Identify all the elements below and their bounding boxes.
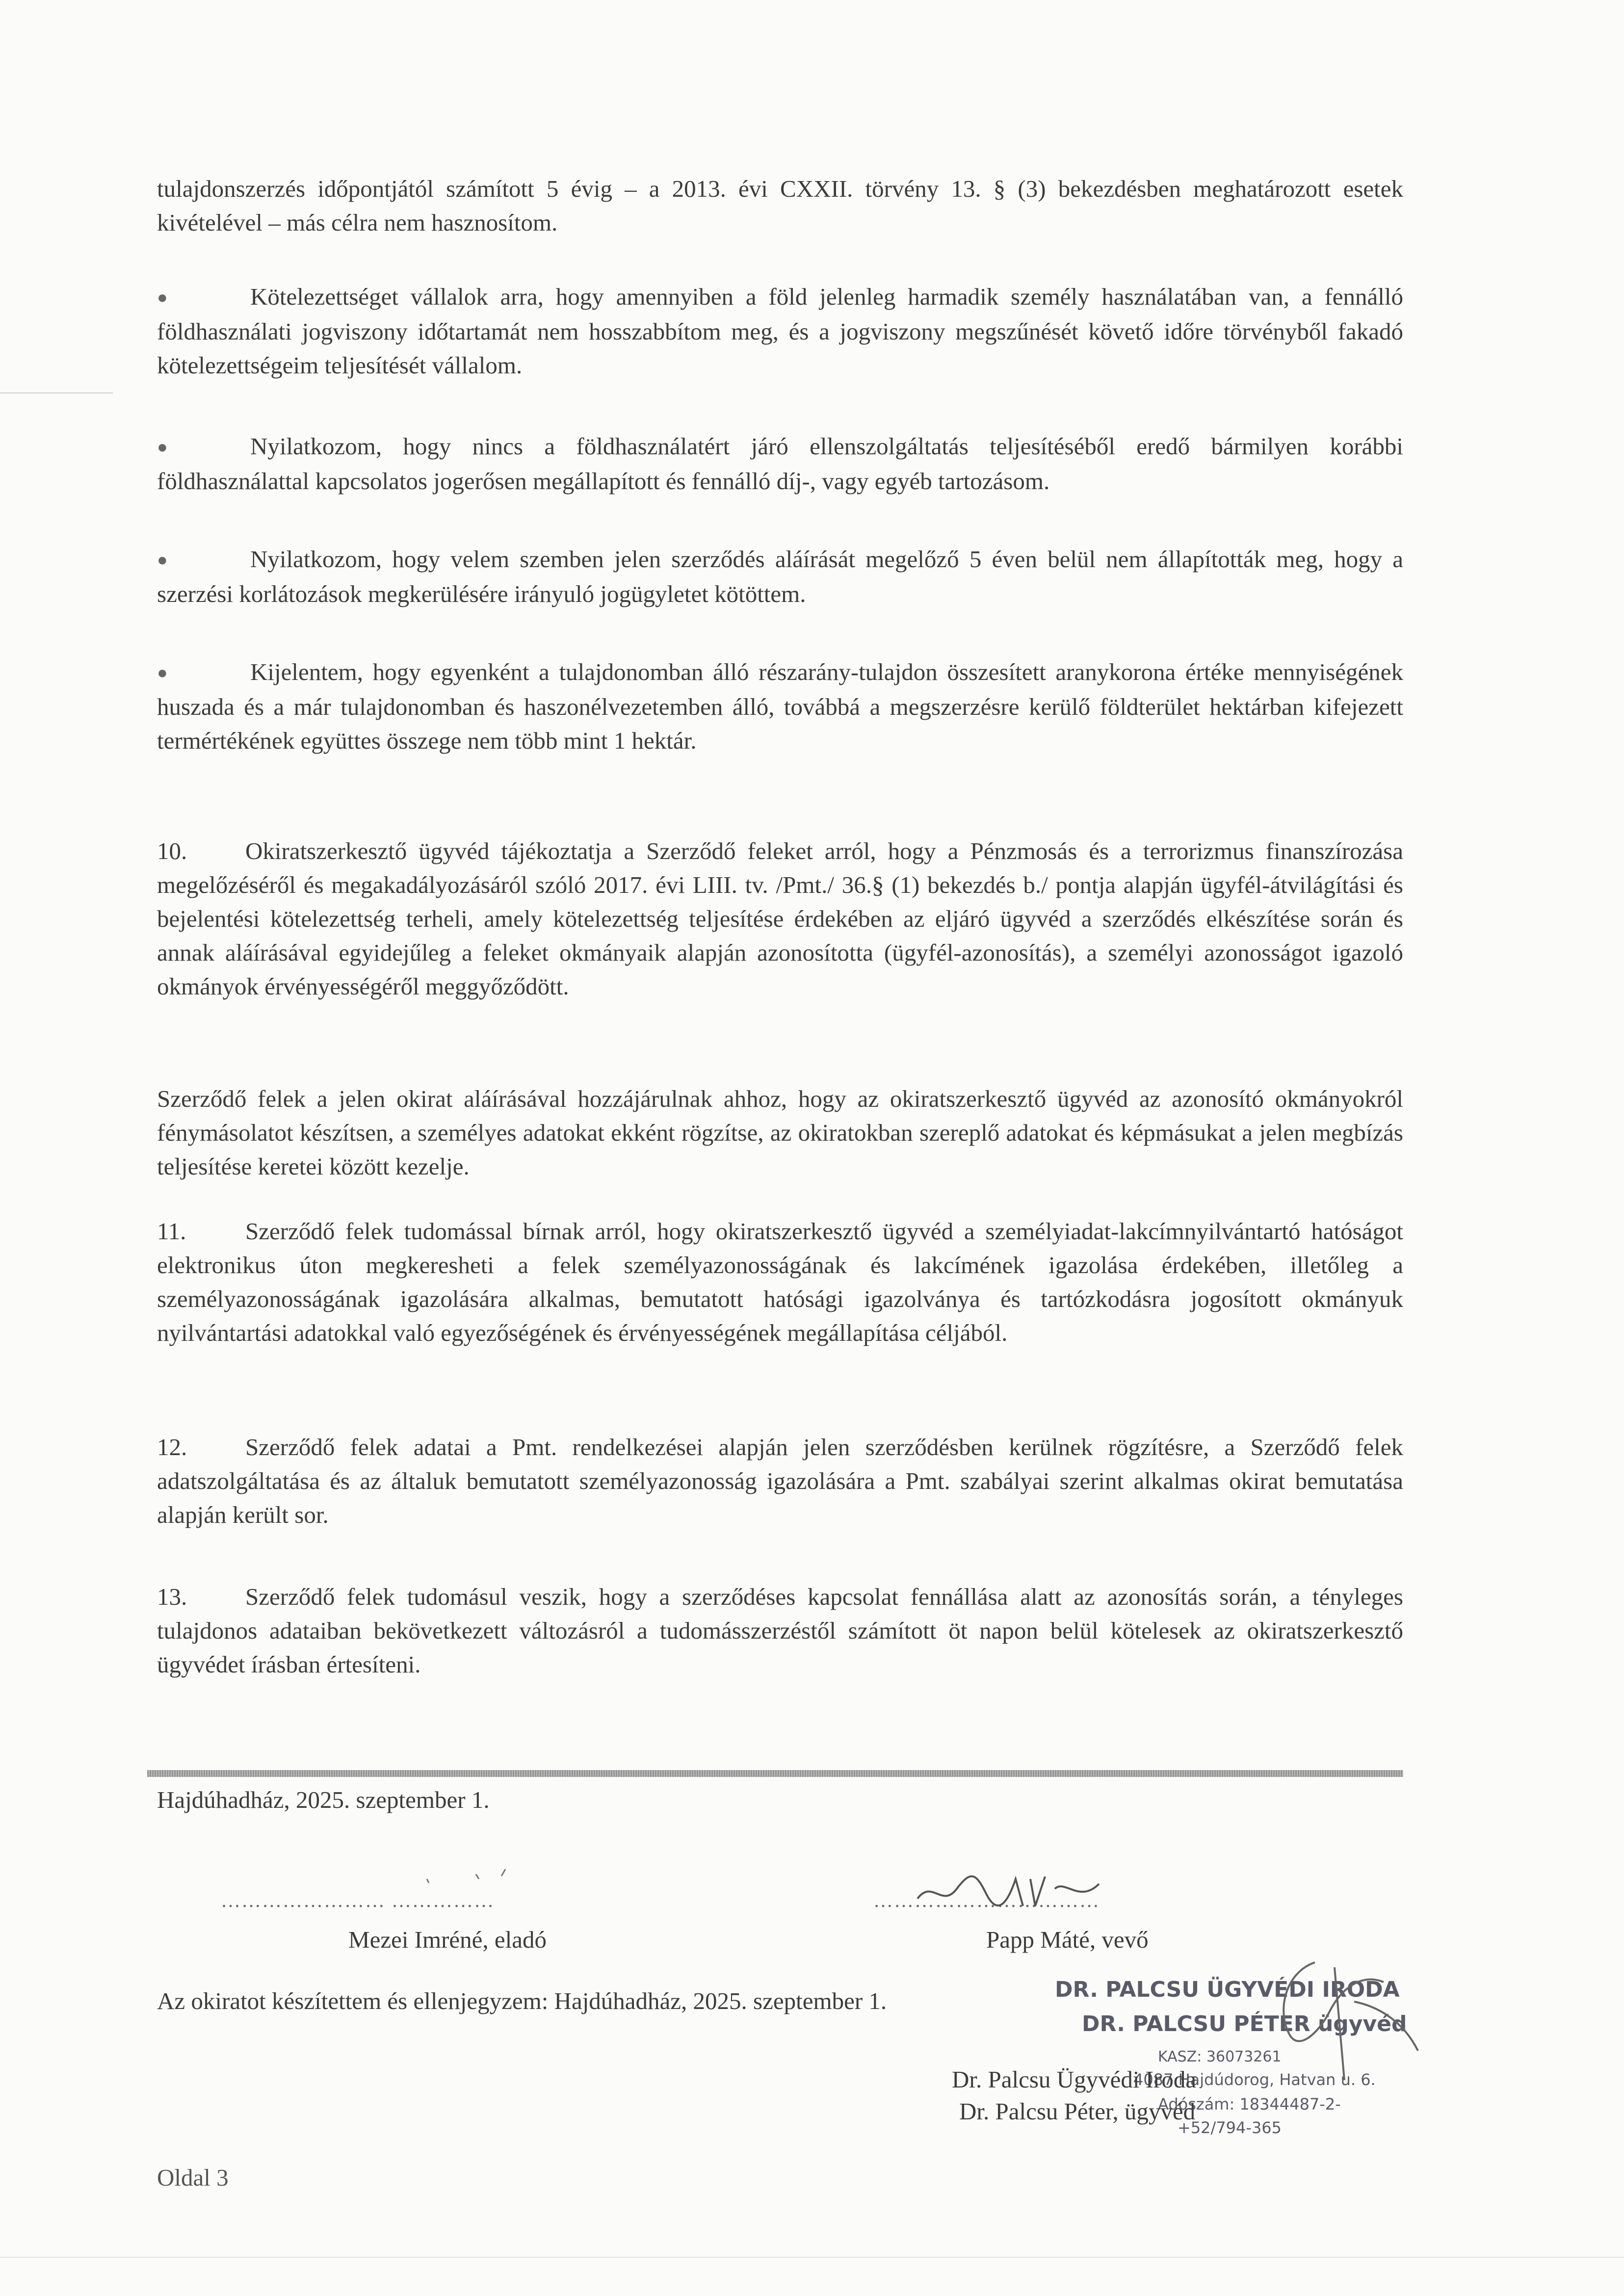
section-13	[157, 1580, 1403, 1681]
scan-artifact	[0, 392, 113, 393]
section-text: Szerződő felek a jelen okirat aláírásával hozzájárulnak ahhoz, hogy az okiratszerkesztő ügyvéd az azonosító okmányokról fénymásolatot készítsen, a személyes adatokat ekként rögzítse, az okiratokban szereplő adatokat és képmásukat a jelen megbízás teljesítése keretei között kezelje.	[157, 1085, 1403, 1180]
section-text: Okiratszerkesztő ügyvéd tájékoztatja a Szerződő feleket arról, hogy a Pénzmosás és a terrorizmus finanszírozása megelőzéséről és megakadályozásáról szóló 2017. évi LIII. tv. /Pmt./ 36.§ (1) bekezdés b./ pontja alapján ügyfél-átvilágítási és bejelentési kötelezettség terheli, amely kötelezettség teljesítése érdekében az eljáró ügyvéd a szerződés elkészítése során és annak aláírásával egyidejűleg a feleket okmányaik alapján azonosította (ügyfél-azonosítás), a személyi azonosságot igazoló okmányok érvényességéről meggyőződött.	[157, 837, 1403, 1000]
stamp-lawyer-name: DR. PALCSU PÉTER ügyvéd	[1082, 2011, 1407, 2036]
bullet-paragraph-text: Nyilatkozom, hogy nincs a földhasználatért járó ellenszolgáltatás teljesítéséből eredő bármilyen korábbi földhasználattal kapcsolatos jogerősen megállapított és fennálló díj-, vagy egyéb tartozásom.	[157, 433, 1403, 495]
bullet-paragraph-hectare	[157, 655, 1403, 757]
paragraph-intro-text: tulajdonszerzés időpontjától számított 5 évig – a 2013. évi CXXII. törvény 13. § (3) bekezdésben meghatározott esetek kivételével – más célra nem hasznosítom.	[157, 175, 1403, 236]
section-11	[157, 1214, 1403, 1350]
seller-mark-icon	[417, 1859, 515, 1899]
scan-artifact	[0, 2257, 1624, 2258]
section-number: 10.	[157, 837, 187, 864]
stamp-address: 4087 Hajdúdorog, Hatvan u. 6.	[1133, 2070, 1376, 2089]
section-text: Szerződő felek adatai a Pmt. rendelkezései alapján jelen szerződésben kerülnek rögzítésre, a Szerződő felek adatszolgáltatása és az általuk bemutatott személyazonosság igazolására a Pmt. szabályai szerint alkalmas okirat bemutatása alapján került sor.	[157, 1434, 1403, 1528]
section-10	[157, 834, 1403, 1003]
section-10-consent	[157, 1082, 1403, 1183]
attestation-text: Az okiratot készítettem és ellenjegyzem: Hajdúhadház, 2025. szeptember 1.	[157, 1987, 887, 2014]
bullet-paragraph-text: Nyilatkozom, hogy velem szemben jelen szerződés aláírását megelőző 5 éven belül nem állapították meg, hogy a szerzési korlátozások megkerülésére irányuló jogügyletet kötöttem.	[157, 546, 1403, 607]
bullet-icon: ●	[157, 550, 168, 570]
section-12	[157, 1430, 1403, 1532]
section-number: 12.	[157, 1434, 187, 1461]
buyer-name-label: Papp Máté, vevő	[986, 1926, 1149, 1953]
lawyer-name-line: Dr. Palcsu Péter, ügyvéd	[959, 2098, 1196, 2125]
lawyer-office-line: Dr. Palcsu Ügyvédi Iroda	[952, 2066, 1197, 2093]
bullet-icon: ●	[157, 663, 168, 682]
section-number: 11.	[157, 1218, 186, 1245]
bullet-paragraph-text: Kijelentem, hogy egyenként a tulajdonomban álló részarány-tulajdon összesített aranykorona értéke mennyiségének huszada és a már tulajdonomban és haszonélvezetemben álló, továbbá a megszerzésre kerülő földterület hektárban kifejezett termértékének együttes összege nem több mint 1 hektár.	[157, 658, 1403, 754]
bullet-icon: ●	[157, 287, 168, 307]
place-date: Hajdúhadház, 2025. szeptember 1.	[157, 1786, 490, 1813]
section-text: Szerződő felek tudomással bírnak arról, hogy okiratszerkesztő ügyvéd a személyiadat-lakcímnyilvántartó hatóságot elektronikus úton megkeresheti a felek személyazonosságának és lakcímének igazolása érdekében, illetőleg a személyazonosságának igazolására alkalmas, bemutatott hatósági igazolványa és tartózkodásra jogosított okmányuk nyilvántartási adatokkal való egyezőségének és érvényességének megállapítása céljából.	[157, 1218, 1403, 1346]
bullet-icon: ●	[157, 437, 168, 457]
section-text: Szerződő felek tudomásul veszik, hogy a szerződéses kapcsolat fennállása alatt az azonosítás során, a tényleges tulajdonos adataiban bekövetkezett változásról a tudomásszerzéstől számított öt napon belül kötelesek az okiratszerkesztő ügyvédet írásban értesíteni.	[157, 1583, 1403, 1678]
buyer-signature-line: ……………………………	[873, 1889, 1100, 1911]
bullet-paragraph-obligation	[157, 280, 1403, 382]
page-number: Oldal 3	[157, 2164, 229, 2191]
paragraph-intro	[157, 172, 1403, 239]
section-number: 13.	[157, 1583, 187, 1610]
seller-name-label: Mezei Imréné, eladó	[348, 1926, 547, 1953]
divider-line	[147, 1770, 1403, 1777]
stamp-office-name: DR. PALCSU ÜGYVÉDI IRODA	[1055, 1977, 1400, 2002]
stamp-registry: KASZ: 36073261	[1158, 2048, 1282, 2065]
bullet-paragraph-text: Kötelezettséget vállalok arra, hogy amennyiben a föld jelenleg harmadik személy használatában van, a fennálló földhasználati jogviszony időtartamát nem hosszabbítom meg, és a jogviszony megszűnését követő időre törvényből fakadó kötelezettségeim teljesítését vállalom.	[157, 283, 1403, 379]
lawyer-signature-icon	[1256, 1953, 1433, 2100]
bullet-paragraph-no-circumvention	[157, 542, 1403, 611]
buyer-signature-icon	[913, 1859, 1119, 1918]
seller-signature-line: …………………… ……………	[221, 1889, 495, 1911]
bullet-paragraph-no-debt	[157, 429, 1403, 498]
stamp-tax-number: Adószám: 18344487-2-	[1158, 2095, 1341, 2113]
stamp-phone: +52/794-365	[1178, 2118, 1282, 2137]
